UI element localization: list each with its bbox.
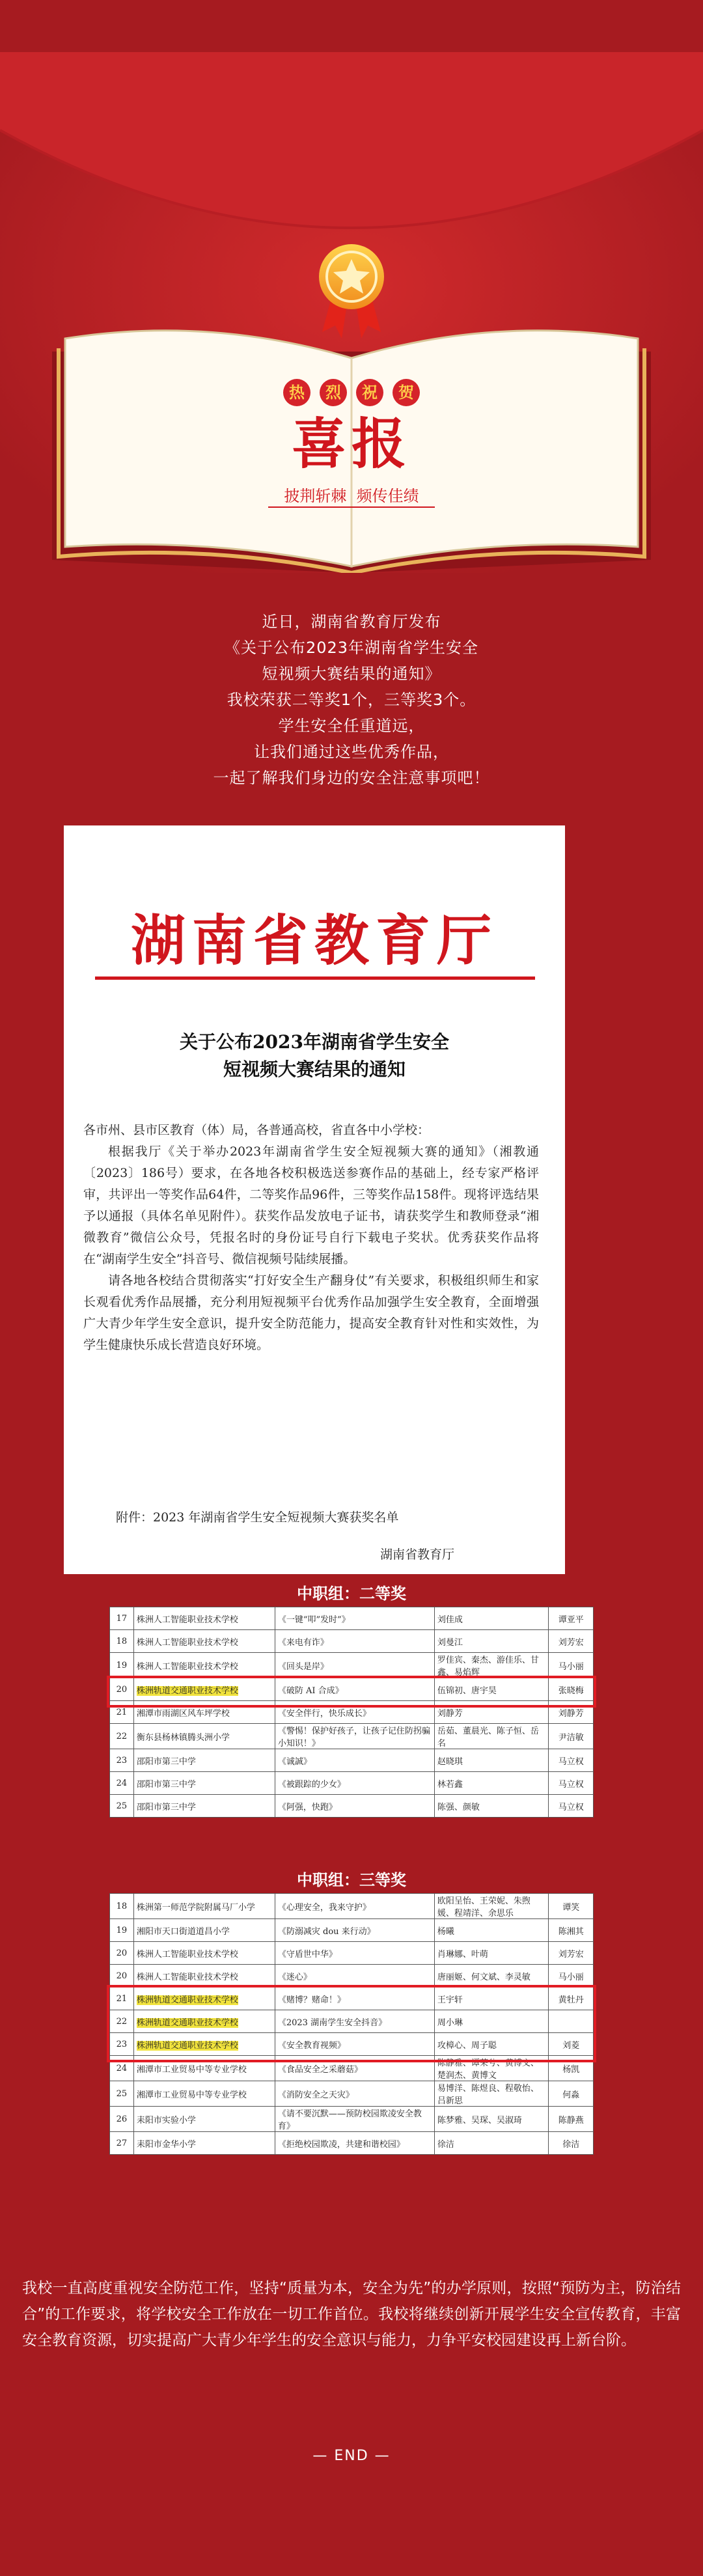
teacher-cell: 刘静芳: [549, 1701, 594, 1724]
intro-line: 近日，湖南省教育厅发布: [262, 613, 441, 631]
row-number: 19: [110, 1919, 134, 1942]
intro-line: 短视频大赛结果的通知》: [262, 665, 441, 683]
header-char: 贺: [393, 379, 420, 406]
closing-paragraph: 我校一直高度重视安全防范工作，坚持“质量为本，安全为先”的办学原则，按照“预防为主，防治结合”的工作要求，将学校安全工作放在一切工作首位。我校将继续创新开展学生安全宣传教育，丰富安全教育资源，切实提高广大青少年学生的安全意识与能力，力争平安校园建设再上新台阶。: [22, 2280, 681, 2349]
doc-header: 湖南省教育厅: [130, 908, 498, 973]
row-number: 24: [110, 2056, 134, 2081]
intro-line: 一起了解我们身边的安全注意事项吧！: [213, 769, 490, 787]
work-title-cell: 《守盾世中华》: [275, 1942, 434, 1965]
highlighted-school-name: 株洲轨道交通职业技术学校: [136, 2040, 238, 2051]
doc-salutation: 各市州、县市区教育（体）局，各普通高校，省直各中小学校：: [83, 1123, 430, 1137]
work-title-cell: 《赌博？赌命！》: [275, 1987, 434, 2010]
table-row: [110, 1987, 594, 2010]
row-number: 24: [110, 1772, 134, 1795]
table-row: [110, 2107, 594, 2132]
authors-cell: 攻樟心、周子聪: [434, 2033, 549, 2056]
teacher-cell: 马立权: [549, 1749, 594, 1772]
row-number: 18: [110, 1894, 134, 1919]
header-subtitle-underline: [268, 506, 435, 508]
doc-attachment: 附件：2023 年湖南省学生安全短视频大赛获奖名单: [116, 1510, 399, 1525]
row-number: 21: [110, 1701, 134, 1724]
table-row: [110, 1965, 594, 1987]
intro-line: 我校荣获二等奖1个，三等奖3个。: [227, 691, 476, 709]
work-title-cell: 《安全伴行，快乐成长》: [275, 1701, 434, 1724]
authors-cell: 陈梦雅、吴琛、吴淑琦: [434, 2107, 549, 2132]
authors-cell: 欧阳呈怡、王荣妮、朱煦媛、程靖洋、余思乐: [434, 1894, 549, 1919]
table-row: [110, 1795, 594, 1818]
work-title-cell: 《回头是岸》: [275, 1653, 434, 1678]
school-cell: 株洲人工智能职业技术学校: [133, 1630, 275, 1653]
table-row: [110, 1678, 594, 1701]
work-title-cell: 《请不要沉默——预防校园欺凌安全教育》: [275, 2107, 434, 2132]
row-number: 23: [110, 1749, 134, 1772]
authors-cell: 罗佳宾、秦杰、游佳乐、甘鑫、易焰辉: [434, 1653, 549, 1678]
school-cell: 衡东县杨林镇腾头洲小学: [133, 1724, 275, 1749]
intro-line: 学生安全任重道远，: [278, 717, 425, 735]
table-label-third-prize: 中职组：三等奖: [297, 1871, 406, 1889]
teacher-cell: 陈静燕: [549, 2107, 594, 2132]
row-number: 27: [110, 2132, 134, 2155]
work-title-cell: 《心理安全，我来守护》: [275, 1894, 434, 1919]
table-label-second-prize: 中职组：二等奖: [297, 1585, 406, 1603]
authors-cell: 刘曼江: [434, 1630, 549, 1653]
school-cell: 株洲人工智能职业技术学校: [133, 1942, 275, 1965]
school-cell: 湘潭市雨湖区风车坪学校: [133, 1701, 275, 1724]
row-number: 20: [110, 1678, 134, 1701]
authors-cell: 陈静雅、谭荣兮、黄博文、楚润杰、黄博文: [434, 2056, 549, 2081]
teacher-cell: 马小丽: [549, 1653, 594, 1678]
table-row: [110, 1630, 594, 1653]
work-title-cell: 《来电有诈》: [275, 1630, 434, 1653]
row-number: 18: [110, 1630, 134, 1653]
authors-cell: 刘静芳: [434, 1701, 549, 1724]
work-title-cell: 《拒绝校园欺凌，共建和谐校园》: [275, 2132, 434, 2155]
highlighted-school-name: 株洲轨道交通职业技术学校: [136, 1995, 238, 2005]
table-row: [110, 2132, 594, 2155]
work-title-cell: 《安全教育视频》: [275, 2033, 434, 2056]
authors-cell: 刘佳成: [434, 1607, 549, 1630]
second-prize-table: [109, 1607, 594, 1818]
row-number: 25: [110, 2081, 134, 2107]
doc-paragraph: 请各地各校结合贯彻落实“打好安全生产翻身仗”有关要求，积极组织师生和家长观看优秀作品展播，充分利用短视频平台优秀作品加强学生安全教育，全面增强广大青少年学生安全意识，提升安全防范能力，提高安全教育针对性和实效性，为学生健康快乐成长营造良好环境。: [83, 1273, 539, 1352]
third-prize-table: [109, 1893, 594, 2155]
intro-text: [0, 609, 703, 791]
authors-cell: 伍锦初、唐宇昊: [434, 1678, 549, 1701]
teacher-cell: 张晓梅: [549, 1678, 594, 1701]
table-row: [110, 1749, 594, 1772]
doc-header-rule: [95, 976, 535, 980]
official-document: [64, 825, 565, 1574]
authors-cell: 周小琳: [434, 2010, 549, 2033]
authors-cell: 陈强、颜敏: [434, 1795, 549, 1818]
teacher-cell: 马小丽: [549, 1965, 594, 1987]
teacher-cell: 杨凯: [549, 2056, 594, 2081]
doc-title: [64, 1029, 565, 1083]
teacher-cell: 刘芳宏: [549, 1942, 594, 1965]
teacher-cell: 刘芳宏: [549, 1630, 594, 1653]
teacher-cell: 黄牡丹: [549, 1987, 594, 2010]
school-cell: [133, 2033, 275, 2056]
school-cell: 邵阳市第三中学: [133, 1772, 275, 1795]
table-row: [110, 2010, 594, 2033]
header-char: 祝: [356, 379, 383, 406]
school-cell: 耒阳市金华小学: [133, 2132, 275, 2155]
school-cell: 邵阳市第三中学: [133, 1795, 275, 1818]
table-row: [110, 1772, 594, 1795]
table-row: [110, 1653, 594, 1678]
row-number: 19: [110, 1653, 134, 1678]
table-row: [110, 1724, 594, 1749]
teacher-cell: 马立权: [549, 1772, 594, 1795]
highlighted-school-name: 株洲轨道交通职业技术学校: [136, 2017, 238, 2028]
authors-cell: 唐丽姬、何文斌、李灵敏: [434, 1965, 549, 1987]
work-title-cell: 《警惕！保护好孩子，让孩子记住防拐骗小知识！》: [275, 1724, 434, 1749]
school-cell: 株洲人工智能职业技术学校: [133, 1607, 275, 1630]
school-cell: 湘阳市天口街道道昌小学: [133, 1919, 275, 1942]
authors-cell: 易博洋、陈煜良、程敬怡、吕新思: [434, 2081, 549, 2107]
row-number: 23: [110, 2033, 134, 2056]
row-number: 17: [110, 1607, 134, 1630]
header-char: 烈: [320, 379, 347, 406]
row-number: 22: [110, 2010, 134, 2033]
table-row: [110, 2056, 594, 2081]
doc-body: [83, 1120, 539, 1356]
doc-signature: 湖南省教育厅: [379, 1547, 454, 1562]
work-title-cell: 《食品安全之采蘑菇》: [275, 2056, 434, 2081]
row-number: 21: [110, 1987, 134, 2010]
table-row: [110, 1607, 594, 1630]
row-number: 20: [110, 1965, 134, 1987]
work-title-cell: 《迷心》: [275, 1965, 434, 1987]
end-marker: — END —: [312, 2448, 391, 2464]
intro-line: 让我们通过这些优秀作品，: [254, 743, 449, 761]
teacher-cell: [549, 2010, 594, 2033]
authors-cell: 杨曦: [434, 1919, 549, 1942]
row-number: 22: [110, 1724, 134, 1749]
teacher-cell: 谭亚平: [549, 1607, 594, 1630]
school-cell: 湘潭市工业贸易中等专业学校: [133, 2056, 275, 2081]
teacher-cell: 尹洁敏: [549, 1724, 594, 1749]
work-title-cell: 《一键“叩”发时”》: [275, 1607, 434, 1630]
intro-line: 《关于公布2023年湖南省学生安全: [224, 639, 479, 657]
header-chars-row: [0, 379, 703, 406]
header-char: 热: [283, 379, 310, 406]
school-cell: [133, 2010, 275, 2033]
doc-title-line: 关于公布2023年湖南省学生安全: [180, 1031, 449, 1053]
teacher-cell: 徐洁: [549, 2132, 594, 2155]
authors-cell: 王宇轩: [434, 1987, 549, 2010]
table-row: [110, 1894, 594, 1919]
authors-cell: 岳茹、董晨光、陈子恒、岳名: [434, 1724, 549, 1749]
header-title: 喜报: [291, 412, 411, 476]
school-cell: 邵阳市第三中学: [133, 1749, 275, 1772]
table-row: [110, 1701, 594, 1724]
teacher-cell: 陈湘其: [549, 1919, 594, 1942]
school-cell: 株洲人工智能职业技术学校: [133, 1965, 275, 1987]
teacher-cell: 刘菱: [549, 2033, 594, 2056]
teacher-cell: 马立权: [549, 1795, 594, 1818]
table-row: [110, 2033, 594, 2056]
table-row: [110, 1919, 594, 1942]
authors-cell: 赵晓琪: [434, 1749, 549, 1772]
doc-title-line: 短视频大赛结果的通知: [223, 1059, 406, 1080]
work-title-cell: 《被跟踪的少女》: [275, 1772, 434, 1795]
table-row: [110, 1942, 594, 1965]
work-title-cell: 《消防安全之天灾》: [275, 2081, 434, 2107]
teacher-cell: 何淼: [549, 2081, 594, 2107]
school-cell: [133, 1678, 275, 1701]
work-title-cell: 《防溺减灾 dou 来行动》: [275, 1919, 434, 1942]
row-number: 25: [110, 1795, 134, 1818]
work-title-cell: 《诚誠》: [275, 1749, 434, 1772]
work-title-cell: 《破防 AI 合成》: [275, 1678, 434, 1701]
school-cell: 湘潭市工业贸易中等专业学校: [133, 2081, 275, 2107]
row-number: 26: [110, 2107, 134, 2132]
authors-cell: 林若鑫: [434, 1772, 549, 1795]
school-cell: 株洲人工智能职业技术学校: [133, 1653, 275, 1678]
doc-paragraph: 根据我厅《关于举办2023年湖南省学生安全短视频大赛的通知》（湘教通〔2023〕186号）要求，在各地各校积极选送参赛作品的基础上，经专家严格评审，共评出一等奖作品64件，二等奖作品96件，三等奖作品158件。现将评选结果予以通报（具体名单见附件）。获奖作品发放电子证书，请获奖学生和教师登录“湘微教育”微信公众号，凭报名时的身份证号自行下载电子奖状。优秀获奖作品将在“湖南学生安全”抖音号、微信视频号陆续展播。: [83, 1144, 539, 1266]
school-cell: [133, 1987, 275, 2010]
authors-cell: 徐洁: [434, 2132, 549, 2155]
table-row: [110, 2081, 594, 2107]
teacher-cell: 谭笑: [549, 1894, 594, 1919]
work-title-cell: 《2023 湖南学生安全抖音》: [275, 2010, 434, 2033]
school-cell: 耒阳市实验小学: [133, 2107, 275, 2132]
row-number: 20: [110, 1942, 134, 1965]
header-subtitle: 披荆斩棘 频传佳绩: [284, 487, 419, 505]
work-title-cell: 《阿强，快跑》: [275, 1795, 434, 1818]
school-cell: 株洲第一师范学院附属马厂小学: [133, 1894, 275, 1919]
highlighted-school-name: 株洲轨道交通职业技术学校: [136, 1685, 238, 1696]
authors-cell: 肖琳娜、叶萌: [434, 1942, 549, 1965]
